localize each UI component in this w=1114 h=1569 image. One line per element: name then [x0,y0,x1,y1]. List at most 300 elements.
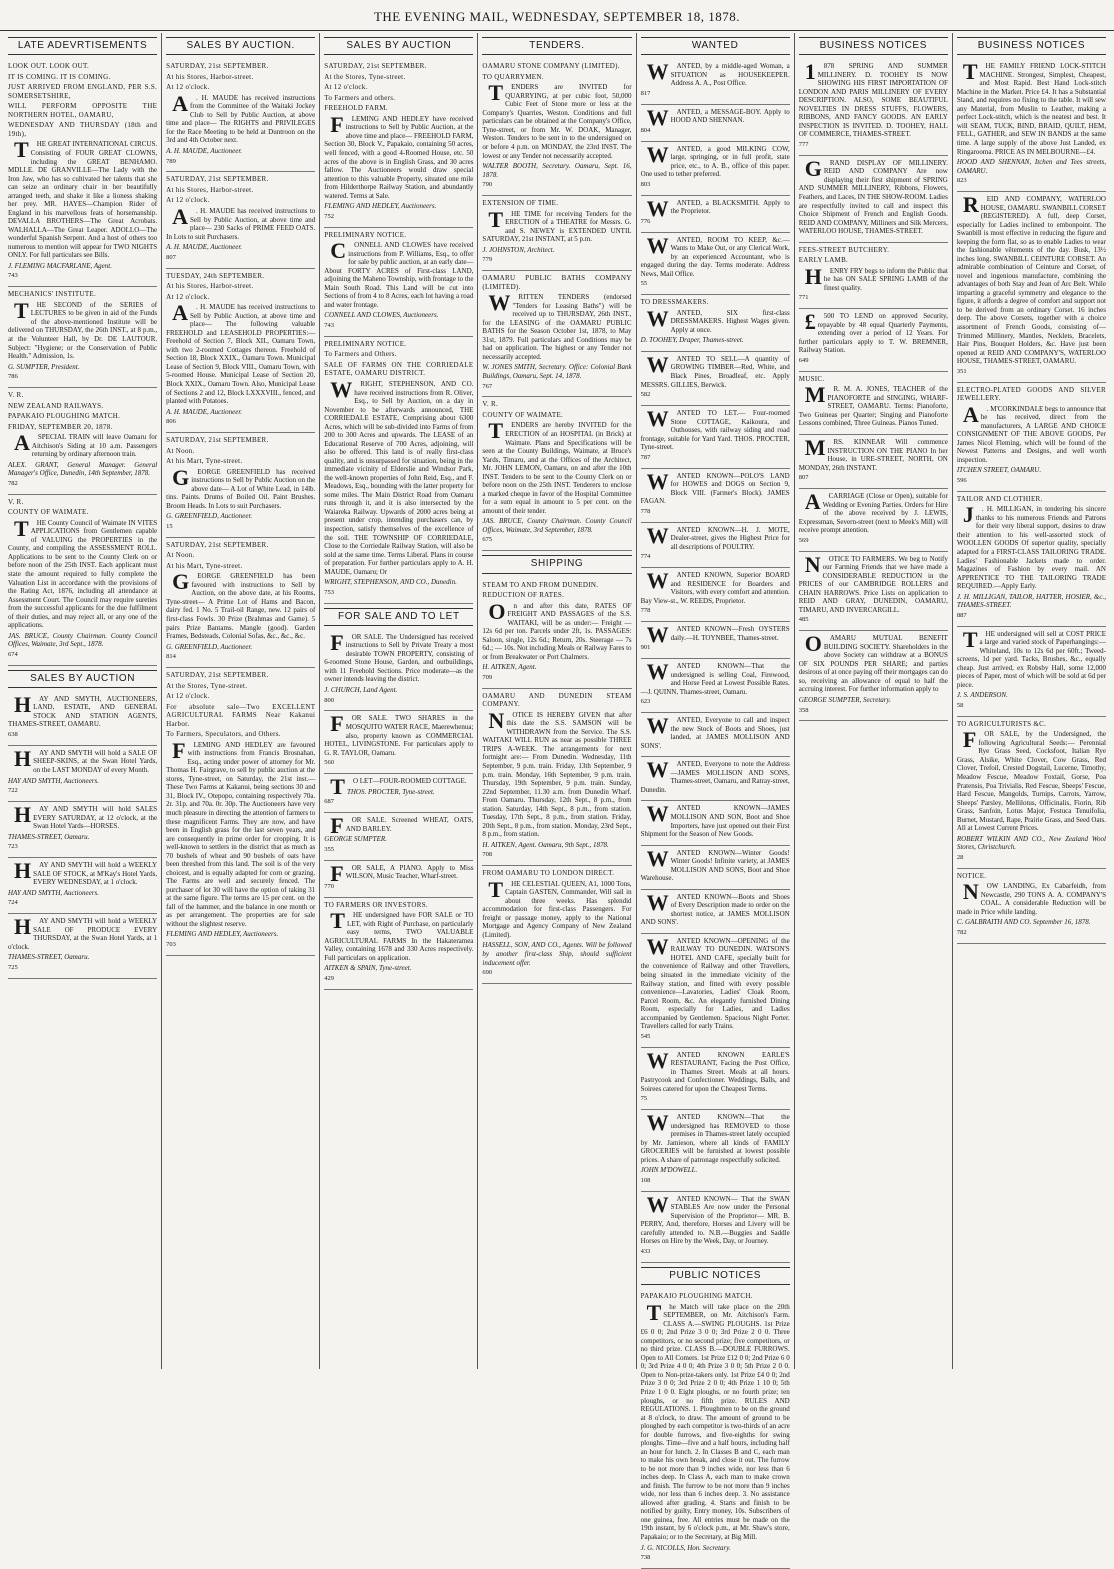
advertisement [641,352,790,406]
ad-body [798,435,948,472]
ad-heading-line: PRELIMINARY NOTICE. [324,339,407,348]
drop-cap: W [646,713,669,739]
ad-signature: HASSELL, SON, AND CO., Agents. Will be followed by another first-class Ship, should sufficient inducement offer. [482,941,632,967]
ad-body [8,745,158,775]
ad-body [8,858,158,887]
ad-heading-line: LOOK OUT. LOOK OUT. [8,62,90,71]
ad-signature: J. G. NICOLLS, Hon. Secretary. [640,1543,731,1552]
advertisement [799,156,948,243]
ad-heading-line: At Noon. [166,446,195,455]
ad-heading-line: JUST ARRIVED FROM ENGLAND, PER S.S. SOMERSETSHIRE, [8,83,158,100]
ad-signature: G. GREENFIELD, Auctioneer. [166,642,253,651]
ad-body-text: ANTED, Everyone to note the Address—JAMES MOLLISON AND SONS, Thames-street, Oamaru, and Ratray-street, Dunedin. [640,760,790,794]
ad-body-text: AMARU MUTUAL BENEFIT BUILDING SOCIETY. Shareholders in the above Society can withdraw at a BONUS OF SIX POUNDS PER SHARE; and parties desirous of at once paying off their mortgages can do so, receiving an allowance of equal to half the accruing interest. For further information apply to [798,634,948,694]
advertisement [324,711,473,774]
ad-signature: FLEMING AND HEDLEY, Auctioneers. [166,930,279,939]
ad-heading-line: SATURDAY, 21st SEPTEMBER. [166,540,269,549]
ad-body [640,351,790,389]
ad-body-text: ANTED, a good MILKING COW, large, springing, or in full profit, state price, etc., to A. B., office of this paper. One used to tether preferred. [640,144,790,179]
drop-cap: F [330,813,344,839]
column-subheading: SHIPPING [482,555,631,573]
ad-number: 777 [798,140,809,148]
ad-body [640,845,790,883]
ad-body-text: OR SALE. Screened WHEAT, OATS, AND BARLEY. [345,816,474,833]
ad-body-text: OTICE TO FARMERS. We beg to Notify our Farming Friends that we have made a CONSIDERABLE REDUCTION in the PRICES of our CAMBRIDGE ROLLERS and CHAIN HARROWS. Price Lists on application to REID AND GRAY, DUNEDIN, OAMARU, TIMARU, AND INVERCARGILL. [798,554,948,614]
ad-body-text: HE undersigned will sell at COST PRICE a large and varied stock of Paperhangings:—Whiteland, 10s to 12s 6d per 60ft.; Tweed-screens, 1d per yard. Tacks, Brushes, &c., equally cheap. Just arrived, ex Robsby Hall, some 12,000 pieces of Paper, most of which will be sold at 6d per piece. [956,629,1106,689]
ad-heading-line: STEAM TO AND FROM DUNEDIN. [482,580,599,589]
ad-signature: HAY AND SMYTH, Auctioneers. [8,776,99,785]
ad-heading-line: SATURDAY, 21st SEPTEMBER. [166,175,269,184]
ad-body-text: OR SALE. TWO SHARES in the MOSQUITO WATER RACE, Maerewhenua; also, property known as COMMERCIAL HOTEL, LIVINGSTONE. For particulars apply to G. R. TAYLOR, Oamaru. [324,714,474,757]
ad-body-text: ANTED, by a middle-aged Woman, a SITUATION as HOUSEKEEPER. Address A. A., Post Office. [670,62,790,88]
ad-heading-line: COUNTY OF WAIMATE. [482,410,564,419]
advertisement [641,295,790,352]
ad-number: 743 [8,272,18,280]
ad-body-text: EORGE GREENFIELD has received instructions to Sell by Public Auction on the above date— A Lot of White Lead, in 14lb. tins. Paints. Drums of Boiled Oil. Paint Brushes. Broom Heads. In Lots to suit Purchasers. [166,467,316,510]
ad-body [166,204,316,241]
advertisement [8,287,157,388]
ad-body [166,300,316,406]
advertisement [957,192,1106,383]
ad-body [640,468,790,506]
drop-cap: T [488,876,504,902]
ad-heading-line: At 12 o'clock. [324,83,368,92]
ad-body [640,933,790,1031]
ad-number: 649 [798,356,809,364]
ad-number: 724 [8,899,18,907]
advertisement [641,196,790,233]
ad-number: 15 [166,522,173,530]
ad-number: 752 [324,212,335,220]
ad-body [956,192,1106,366]
advertisement [324,59,473,227]
drop-cap: W [646,104,669,130]
advertisement [641,934,790,1048]
ad-signature: JOHN M'DOWELL. [640,1166,698,1175]
ad-body-text: . H. MAUDE has received instructions from the Committee of the Waitaki Jockey Club to Sell by Public Auction, at above time and place— The RIGHTS and PRIVILEGES for the Race Meeting to be held at Duntroon on the 3rd and 4th October next. [166,93,316,145]
ad-heading-line: TUESDAY, 24th SEPTEMBER. [166,271,265,280]
advertisement [482,866,631,984]
ad-heading-line: At Noon. [166,551,195,560]
ad-body [166,737,316,929]
ad-number: 779 [482,256,493,264]
ad-body [482,80,632,160]
ad-heading-line: OAMARU PUBLIC BATHS COMPANY (LIMITED). [482,274,632,291]
drop-cap: F [330,629,344,655]
ad-body-text: n and after this date, RATES OF FREIGHT AND PASSAGES of the S.S. WAITAKI, will be as under:— Freight — 12s 6d per ton. Parcels under 2ft, 1s. PASSAGES: Saloon, single, 12s 6d.; Return, 20s. Steerage — 7s 6d.; — 10s. Not including Meals or Railway Fares to or from Breakwater or Port Chalmers. [482,601,632,661]
ad-body [640,568,790,605]
ad-number: 429 [324,974,335,982]
ad-body [8,515,158,630]
ad-number: 355 [324,845,335,853]
drop-cap: W [646,1110,669,1136]
ad-heading-line: SATURDAY, 21st SEPTEMBER. [166,436,269,445]
ad-heading-line: FEES-STREET BUTCHERY. [798,245,890,254]
ad-signature: FLEMING AND HEDLEY, Auctioneers. [324,202,437,211]
advertisement [957,717,1106,869]
ad-body-text: 500 TO LEND on approved Security, repayable by 48 equal Quarterly Payments, extending over a period of 12 Years. For further particulars apply to T. W. BREMNER, Railway Station. [798,312,948,355]
ad-heading-line: At his Mart, Tyne-street. [166,457,243,466]
ad-body [8,297,158,361]
column-heading: BUSINESS NOTICES [799,37,948,55]
ad-body [956,401,1106,465]
advertisement [641,1289,790,1569]
ad-number: 778 [640,607,651,615]
ad-body-text: he Match will take place on the 20th SEPTEMBER, on Mr. Aitchison's Farm. CLASS A.—SWING PLOUGHS. 1st Prize £6 0 0; 2nd Prize 3 0 0; 3rd Prize 2 0 0. Three competitors, or no second prize; five competitors, or no third prize. CLASS B.—DOUBLE FURROWS. Open to All Comers. 1st Prize £12 0 0; 2nd Prize 6 0 0; 3rd Prize 4 0 0; 4th Prize 3 0 0; 5th Prize 2 0 0. Open to Non-prize-takers only. 1st Prize £4 0 0; 2nd Prize 3 0 0; 3rd Prize 2 0 0; 4th Prize 1 10 0; 5th Prize 1 0 0. Eight ploughs, or no fourth prize; ten ploughs, or no fifth prize. RULES AND REGULATIONS. 1. Ploughmen to be on the ground at 8 o'clock, to draw. The amount of ground to be ploughed by each competitor is two-thirds of an acre for double furrows, and five-eighths for swing ploughs. Time—five and a half hours, including half an hour for lunch. 2. In Classes B and C, each man to make his own break, and close it out. The furrow to be not more than 9 inches wide, nor less than 6 inches deep. In Class A, each man to make crown and finish. The furrow to be not more than 9 inches wide, nor less than 6 inches deep. 3. No assistance allowed after grading. 4. Starts and finish to be notified by guilty, Entry money, 10s. Subscribers of one guinea, free. All entries must be made on the 19th instant, by 6 o'clock p.m., at Mr. Shaw's store, Papakaio; or to the Secretary, at Big Mill. [640,1302,790,1541]
advertisement [324,861,473,898]
ad-body-text: HE FAMILY FRIEND LOCK-STITCH MACHINE. Strongest, Simplest, Cheapest, and Most Rapid. Best Hand Lock-stitch Machine in the Market. Price £4. It has a Substantial Stand, and requires no fixing to the table. It will sew any Material, from Muslin to Leather, making a perfect Lock-stitch, which is the neatest and best. It will SEAM, TUCK, BIND, BRAID, QUILT, HEM, FELL, GATHER, and SEW IN BANDS at the same time. A large supply of the above Just Landed, ex Ringarooma. PRICE AS IN MELBOURNE—£4. [956,62,1106,156]
advertisement [8,692,157,746]
column-heading: SALES BY AUCTION [324,37,473,55]
drop-cap: A [172,204,189,230]
ad-body-text: ANTED KNOWN, Superior BOARD and RESIDENCE for Boarders and Visitors, with every comfort and attention. Bay View-st., W. REEDS, Proprietor. [640,571,790,605]
drop-cap: A [172,90,189,116]
ad-heading-line: At the Stores, Tyne-street. [166,681,248,690]
ad-body [640,1110,790,1164]
drop-cap: M [804,435,826,461]
drop-cap: £ [804,309,816,335]
ad-body [482,290,632,361]
drop-cap: H [14,745,32,771]
advertisement [641,846,790,890]
ad-body-text: SPECIAL TRAIN will leave Oamaru for Aitchison's Siding at 10 a.m. Passengers returning by ordinary afternoon train. [31,433,158,459]
column-5 [637,33,795,1562]
ad-signature: G. GREENFIELD, Auctioneer. [166,512,253,521]
drop-cap: N [962,879,979,905]
ad-body [324,813,474,839]
advertisement [8,914,157,979]
column-6 [795,33,953,1369]
ad-signature: A. H. MAUDE, Auctioneer. [166,407,243,416]
ad-body-text: ANTED KNOWN—Winter Goods! Winter Goods! Infinite variety, at JAMES MOLLISON AND SONS, Boot and Shoe Warehouse. [640,848,790,883]
ad-body [641,522,790,552]
ad-signature: J. CHURCH, Land Agent. [324,686,398,695]
ad-body [956,626,1106,690]
advertisement [799,309,948,372]
ad-body-text: ANTED, ROOM TO KEEP, &c.— Wants to Make Out, or any Clerical Work, by an experienced Accountant, who is engaged during the day. Terms moderate. Address News, Mail Office. [640,235,790,278]
ad-body [798,631,948,694]
ad-number: 108 [640,1176,651,1184]
advertisement [8,746,157,802]
ad-body [166,90,316,145]
advertisement [641,1048,790,1111]
column-1 [4,33,162,1369]
ad-number: 690 [482,969,493,977]
advertisement [324,630,473,712]
ad-number: 687 [324,798,335,806]
advertisement [166,668,315,956]
ad-number: 55 [640,280,648,288]
ad-body-text: ENDERS are hereby INVITED for the ERECTION of an HOSPITAL (in Brick) at Waimate. Plans and Specifications will be seen at the County Buildings, Waimate, at Bruce's Yards, Timaru, and at the Offices of the Architect, Mr. JOHN LEMON, Oamaru, on and after the 10th INST. Tenders to be sent to the County Clerk on or before noon on the 25th INST. Tenderers to enclose a marked cheque in favor of the Hospital Committee for a sum equal in amount to 5 per cent. on the amount of their tender. [482,421,632,515]
ad-body [641,195,790,221]
newspaper-columns [0,31,1114,1562]
ad-body [798,155,948,236]
drop-cap: G [172,464,190,490]
advertisement [799,552,948,632]
ad-heading-line: TO DRESSMAKERS. [640,298,709,307]
drop-cap: T [14,515,29,541]
ad-body [8,430,158,459]
ad-body [482,598,632,662]
ad-signature: THAMES-STREET, Oamaru. [8,832,90,841]
ad-heading-line: NOTICE. [956,871,987,880]
drop-cap: N [488,707,505,733]
advertisement [482,59,631,196]
ad-number: 545 [640,1032,651,1040]
ad-signature: D. TOOHEY, Draper, Thames-street. [640,336,744,345]
ad-signature: THOS. PROCTER, Tyne-street. [346,787,435,796]
drop-cap: G [804,155,822,181]
ad-number: 753 [324,588,335,596]
ad-body-text: AY AND SMYTH will hold a WEEKLY SALE OF PRODUCE EVERY THURSDAY, at the Swan Hotel Yards, at 1 o'clock. [8,917,158,951]
advertisement [641,1192,790,1263]
drop-cap: W [646,757,669,783]
advertisement [8,858,157,914]
drop-cap: W [646,845,669,871]
ad-number: 722 [8,787,18,795]
ad-heading-line: OAMARU AND DUNEDIN STEAM COMPANY. [482,691,632,709]
ad-body-text: ANTED TO LET.— Four-roomed Stone COTTAGE, Kaikoura, and Outhouses, with railway siding and road frontage, suitable for Yard Yard. THOS. PROCTER, Tyne-street. [640,409,790,452]
column-3 [320,33,478,1369]
drop-cap: T [962,59,978,85]
advertisement [641,1110,790,1192]
advertisement [641,59,790,105]
ad-body-text: ONNELL AND CLOWES have received instructions from P. Williams, Esq., to offer for sale by public auction, at an early date— About FORTY ACRES of First-class LAND, adjoining the Maheno Township, with frontage to the Main South Road. This Land will be cut into Sections of from 4 to 8 Acres, each lot having a road and water frontage. [324,241,474,309]
ad-body [324,111,474,200]
ad-body [640,1191,790,1246]
ad-number: 776 [640,217,651,225]
ad-body [641,104,790,130]
column-4 [478,33,636,1369]
ad-body-text: CARRIAGE (Close or Open), suitable for Wedding or Evening Parties. Orders for Hire of the above received by J. LEWIS, Expressman, Severn-street (next to Meek's Mill) will receive prompt attention. [798,492,948,535]
ad-body-text: ANTED KNOWN— That the SWAN STABLES Are now under the Personal Supervision of the Proprietor— MR. B. PERRY, And, therefore, Horses and Livery will be carefully attended to. N.B.—Buggies and Saddle Horses on Hire by the Week, Day, or Journey. [640,1194,790,1246]
ad-signature: J. FLEMING MACFARLANE, Agent. [8,261,112,270]
ad-heading-line: FRIDAY, SEPTEMBER 20, 1878. [8,422,113,431]
drop-cap: H [804,263,822,289]
ad-body [640,406,790,452]
advertisement [482,578,631,689]
ad-signature: A. H. MAUDE, Auctioneer. [166,243,243,252]
ad-number: 787 [640,453,651,461]
ad-body [956,879,1106,916]
drop-cap: T [488,206,504,232]
advertisement [641,523,790,569]
ad-number: 596 [956,476,967,484]
ad-signature: GEORGE SUMPTER, Secretary. [798,696,891,704]
ad-body [482,876,632,940]
ad-heading-line: EXTENSION OF TIME. [482,199,559,208]
ad-signature: G. SUMPTER, President. [8,362,80,371]
ad-body-text: ANTED, a MESSAGE-BOY. Apply to HOOD AND SHENNAN. [670,107,790,125]
ad-body-text: . H. MAUDE has received instructions to Sell by Public Auction, at above time and place— The following valuable FREEHOLD and LEASEHOLD PROPERTIES:— Freehold of Section 7, Block XII., Oamaru Town, with two 2-roomed Cottages thereon. Freehold of Section 18, Block XXIX., Oamaru Town. Municipal Lease of Section 9, Block VIII., Oamaru Town, with 5-roomed House. Municipal Lease of Section 20, Block XXIX., Oamaru Town. Also, Municipal Lease of Sections 2 and 12, Block LXXXVIII., fenced, and planted with Potatoes. [166,303,316,406]
ad-body-text: AY AND SMYTH will hold SALES EVERY SATURDAY, at 12 o'clock, at the Swan Hotel Yards—HORSES. [33,804,158,831]
ad-number: 807 [798,474,809,482]
advertisement [957,492,1106,627]
ad-signature: H. AITKEN, Agent. Oamaru, 9th Sept., 1878. [482,840,609,849]
ad-body-text: ANTED, Everyone to call and inspect the new Stock of Boots and Shoes, just landed, at JAMES MOLLISON AND SONS'. [640,716,790,750]
ad-number: 725 [8,963,18,971]
ad-number: 774 [640,553,651,561]
ad-number: 569 [798,536,809,544]
drop-cap: W [646,1191,669,1217]
ad-body [640,801,790,839]
ad-number: 709 [482,673,493,681]
ad-heading-line: WILL PERFORM OPPOSITE THE NORTHERN HOTEL, OAMARU, [8,102,158,119]
ad-heading-line: At the Stores, Tyne-street. [324,72,406,81]
ad-heading-line: SALE OF FARMS ON THE CORRIEDALE ESTATE, OAMARU DISTRICT. [324,360,474,378]
advertisement [166,269,315,433]
ad-number: 433 [640,1248,651,1256]
ad-body-text: EORGE GREENFIELD has been favoured with instructions to Sell by Auction, on the above date, at his Rooms, Tyne-street— A Prime Lot of Hams and Bacon, dairy fed. 1 No. 5 Trail-oil Range, new. 12 pairs of first-class Fowls. 30 Prize (Brahmas and Game). 5 pairs Prize Bantams. Mangle (good). Garden Frames, Bedsteads, Colonial Sofas, &c., &c., &c. [166,572,316,641]
ad-heading-line: At 12 o'clock. [166,83,210,92]
ad-body [641,622,790,648]
drop-cap: T [962,626,978,652]
ad-heading-line: TO AGRICULTURISTS &C. [956,719,1047,728]
ad-number: 28 [956,853,964,861]
ad-number: 770 [324,882,335,890]
drop-cap: W [646,622,669,648]
ad-number: 778 [640,507,651,515]
advertisement [166,59,315,172]
ad-body [482,707,632,839]
ad-number: 75 [640,1095,648,1103]
advertisement [799,59,948,156]
ad-number: 674 [8,650,18,658]
ad-body-text: RS. KINNEAR Will commence INSTRUCTION ON THE PIANO In her House, in URE-STREET, NORTH, ON MONDAY, 26th INSTANT. [798,438,948,472]
ad-number: 358 [798,706,809,714]
ad-signature: ITCHEN STREET, OAMARU. [956,466,1042,475]
ad-body [799,263,948,293]
ad-number: 767 [482,382,493,390]
ad-body-text: ANTED, SIX first-class DRESSMAKERS. Highest Wages given. Apply at once. [670,308,790,334]
ad-signature: CONNELL AND CLOWES, Auctioneers. [324,311,439,320]
ad-number: 804 [640,126,651,134]
ad-heading-line: V. R. [8,391,24,400]
ad-body-text: ANTED TO SELL—A quantity of GROWING TIMBER—Red, White, and Black Pines, Broadleaf, etc. Apply MESSRS. GILLIES, Berwick. [640,354,790,389]
ad-signature: AITKEN & SPAIN, Tyne-street. [324,964,412,973]
ad-number: 807 [166,253,176,261]
advertisement [957,59,1106,192]
ad-body-text: OW LANDING, Ex Cabarfeidh, from Newcastle, 290 TONS A. A. COMPANY'S COAL. A considerable Reduction will be made in Price while landing. [956,882,1106,916]
ad-number: 789 [166,157,176,165]
drop-cap: F [330,860,344,886]
ad-body [324,711,474,757]
ad-heading-line: At 12 o'clock. [166,692,210,701]
advertisement [166,538,315,668]
ad-body-text: 878 SPRING AND SUMMER MILLINERY. D. TOOHEY IS NOW SHOWING HIS FIRST IMPORTATION OF LONDON AND PARIS MILLINERY OF EVERY DESCRIPTION. ALSO, SOME BEAUTIFUL NOVELTIES IN DRESS STUFFS, FLOWERS, RIBBONS, AND FANCY GOODS. AN EARLY INSPECTION IS INVITED. D. TOOHEY, HALL OF COMMERCE, THAMES-STREET. [798,62,948,139]
drop-cap: W [646,889,669,915]
ad-body [640,757,790,794]
drop-cap: W [646,468,669,494]
drop-cap: F [330,111,344,137]
ad-heading-line: PAPAKAIO PLOUGHING MATCH. [8,412,121,421]
ad-number: 806 [166,418,176,426]
ad-heading-line: TAILOR AND CLOTHIER. [956,494,1043,503]
ad-heading-line: TO QUARRYMEN. [482,72,544,81]
advertisement [324,337,473,604]
drop-cap: H [14,801,32,827]
ad-body-text: LEMING AND HEDLEY are favoured with instructions from Francis Brosnahan, Esq., acting under power of attorney for Mr. Thomas H. Fairgrave, to sell by public auction at the stores, Tyne-street, on Saturday, the 21st inst.— These Two Farms at Kakanui, being sections 30 and 31, Block IV., Otepopo, containing respectively 70a. 2r. 31p. and 70a. 0r. 30p. The Auctioneers have very much pleasure in directing the attention of farmers to these magnificent Farms. They are now, and have been in English grass for the last seven years, and are consequently in prime order for cropping. It is well-known to settlers in the district that as much as 70 bushels of wheat and 90 bushels of oats have been threshed from this land. The soil is of the very choicest, and is equally adapted for corn or grazing. The Farms are well and securely fenced. The purchaser of lot 30 will have the option of taking 31 at the same figure. The terms are 15 per cent. on the fall of the hammer, and the balance in one month or as per arrangement. The properties are for sale without the slightest reserve. [166,740,316,928]
ad-heading-line: SATURDAY, 21st SEPTEMBER. [166,62,269,71]
ad-body-text: ANTED, a BLACKSMITH. Apply to the Proprietor. [670,198,790,216]
drop-cap: O [488,598,506,624]
advertisement [324,898,473,990]
ad-signature: HOOD AND SHENNAN, Itchen and Tees streets, OAMARU. [956,158,1106,175]
advertisement [324,774,473,813]
ad-signature: GEORGE SUMPTER. [324,835,387,844]
ad-heading-line: NEW ZEALAND RAILWAYS. [8,401,104,410]
ad-body [641,305,790,335]
drop-cap: G [172,569,190,595]
ad-body-text: HE County Council of Waimate IN VITES APPLICATIONS from Gentlemen capable of VALUING the PROPERTIES in the County, and compiling the ASSESSMENT ROLL. Applications to be sent to the County Clerk on or before noon of the 25th INST. Each applicant must state the amount required to fully complete the Valuation List in accordance with the provisions of the Rating Act, 1876, including all attendance at Assessment Court. The Council may require sureties from the successful applicants for the due fulfilment of their duties, and may reject all, or any one of the applications. [8,518,158,630]
drop-cap: W [646,522,669,548]
ad-body-text: OTICE IS HEREBY GIVEN that after this date the S.S. SAMSON will be WITHDRAWN from the Service. The S.S. WAITAKI WILL RUN as near as possible THREE TRIPS A-WEEK. The arrangements for next fortnight are:— From Dunedin. Wednesday, 11th September, 9 p.m. train. Friday, 13th September, 9 p.m. train. Monday, 16th September, 9 p.m. train. Thursday, 19th September, 9 p.m. train. Sunday, 22nd September, 11.30 a.m. from Dunedin Wharf. From Oamaru. Thursday, 12th Sept., 8 p.m., from station. Saturday, 14th Sept., 8 p.m., from station. Tuesday, 17th Sept., 8 p.m., from station. Friday, 20th Sept., 8 p.m., from station. Monday, 23rd Sept., 8 p.m., from station. [482,710,632,839]
advertisement [482,689,631,866]
advertisement [8,59,157,287]
ad-body [956,59,1106,156]
ad-body-text: ENRY FRY begs to inform the Public that he has ON SALE SPRING LAMB of the finest quality. [823,266,948,292]
ad-heading-line: At his Stores, Harbor-street. [166,185,254,194]
advertisement [324,228,473,337]
ad-heading-line: For absolute sale—Two EXCELLENT AGRICULTURAL FARMS Near Kakanui Harbor. [166,702,316,728]
ad-body [641,59,790,88]
advertisement [482,397,631,551]
ad-body-text: AY AND SMYTH will hold a SALE OF SHEEP-SKINS, at the Swan Hotel Yards, on the LAST MONDAY of every Month. [33,748,158,774]
ad-heading-line: IT IS COMING. IT IS COMING. [8,72,111,81]
column-heading: LATE ADEVRTISEMENTS [8,37,157,55]
ad-body-text: . H. MILLIGAN, in tendering his sincere thanks to his numerous Friends and Patrons for their very liberal support, desires to draw their attention to his well-assorted stock of WOOLLEN GOODS Of superior quality, specially adapted for a FIRST-CLASS TAILORING TRADE. Ladies' Fashionable Jackets made to order. Magazines of Fashion by every mail. AN APPRENTICE TO THE TAILORING TRADE REQUIRED.—Apply Early. [956,505,1106,591]
ad-body-text: HE CELESTIAL QUEEN, A1, 1000 Tons, Captain GASTEN, Commander, Will sail in about three weeks. Has splendid accommodation for first-class Passengers. For freight or passage money, apply to the National Mortgage and Agency Company of New Zealand (Limited). [482,879,632,939]
ad-number: 887 [956,611,967,619]
advertisement [957,869,1106,944]
advertisement [641,622,790,659]
drop-cap: T [14,137,29,163]
drop-cap: F [172,737,186,763]
ad-heading-line: COUNTY OF WAIMATE. [8,508,89,517]
ad-number: 782 [8,479,18,487]
advertisement [8,388,157,495]
ad-number: 582 [640,391,651,399]
ad-body-text: AY AND SMYTH, AUCTIONEERS, LAND, ESTATE, AND GENERAL STOCK AND STATION AGENTS, THAMES-STREET, OAMARU. [8,694,158,729]
drop-cap: W [488,290,511,316]
column-heading: BUSINESS NOTICES [957,37,1106,55]
ad-number: 803 [640,180,651,188]
advertisement [641,713,790,757]
drop-cap: H [14,691,32,717]
column-heading: TENDERS. [482,37,631,55]
drop-cap: F [330,711,344,737]
drop-cap: W [646,568,669,594]
ad-number: 782 [956,928,967,936]
ad-number: 58 [956,701,964,709]
drop-cap: T [646,1299,662,1325]
ad-body [8,691,158,729]
drop-cap: W [646,141,669,167]
ad-heading-line: At 12 o'clock. [166,292,210,301]
drop-cap: T [488,80,504,106]
column-subheading: PUBLIC NOTICES [641,1267,790,1285]
drop-cap: W [646,232,669,258]
advertisement [641,659,790,713]
ad-body-text: ANTED KNOWN—Fresh OYSTERS daily.—H. TOYNBEE, Thames-street. [670,625,790,642]
ad-body [956,727,1106,833]
ad-body [482,206,632,244]
drop-cap: W [646,933,669,959]
ad-number: 800 [324,696,335,704]
ad-body [166,464,316,511]
advertisement [799,631,948,721]
ad-heading-line: FREEHOLD FARM. [324,104,388,113]
